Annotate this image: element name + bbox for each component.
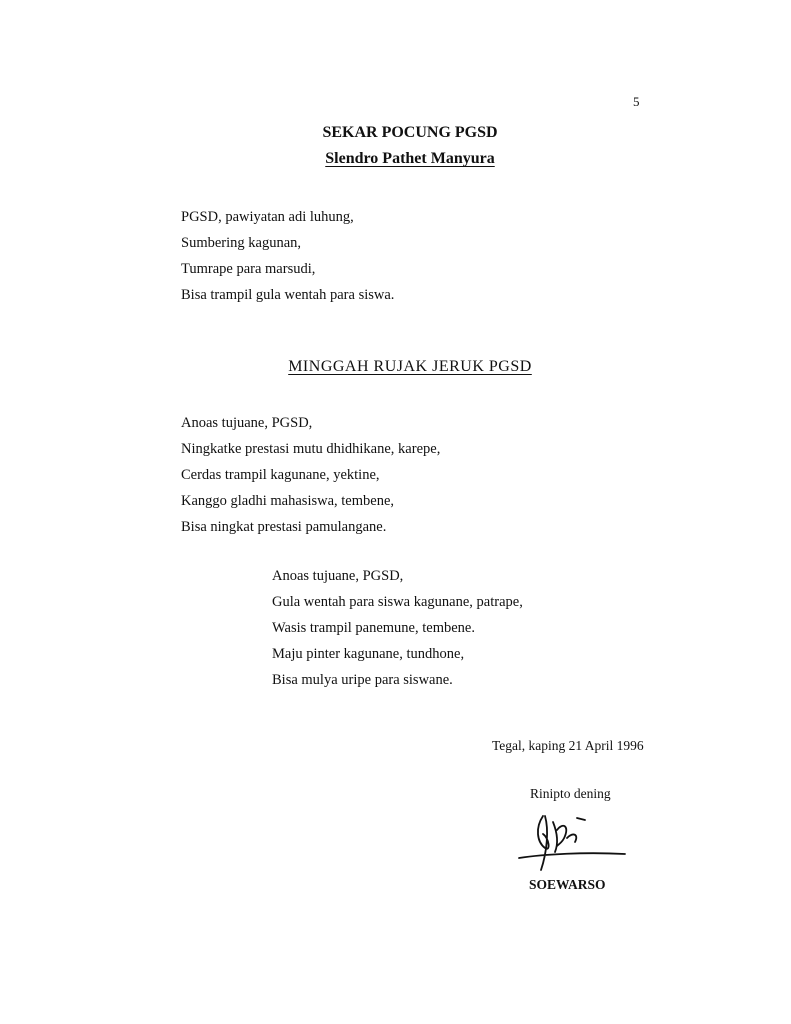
signed-by-label: Rinipto dening	[530, 786, 611, 801]
verse-line: Wasis trampil panemune, tembene.	[272, 620, 475, 636]
verse-line: Kanggo gladhi mahasiswa, tembene,	[181, 493, 395, 509]
place-date: Tegal, kaping 21 April 1996	[492, 738, 644, 753]
verse-line: Bisa ningkat prestasi pamulangane.	[181, 519, 387, 535]
verse-line: PGSD, pawiyatan adi luhung,	[181, 209, 354, 225]
verse-line: Maju pinter kagunane, tundhone,	[272, 646, 465, 662]
verse-line: Gula wentah para siswa kagunane, patrape,	[272, 594, 523, 610]
signature	[515, 808, 635, 878]
signer-name: SOEWARSO	[529, 877, 606, 892]
verse-line: Cerdas trampil kagunane, yektine,	[181, 467, 380, 483]
verse-line: Tumrape para marsudi,	[181, 261, 316, 277]
stanza-sekar-pocung	[181, 204, 394, 308]
verse-line: Anoas tujuane, PGSD,	[272, 568, 404, 584]
verse-line: Ningkatke prestasi mutu dhidhikane, karepe,	[181, 441, 441, 457]
verse-line: Sumbering kagunan,	[181, 235, 302, 251]
stanza-minggah-2	[272, 563, 523, 693]
verse-line: Bisa trampil gula wentah para siswa.	[181, 287, 395, 303]
song-title-minggah: MINGGAH RUJAK JERUK PGSD	[288, 358, 532, 375]
verse-line: Anoas tujuane, PGSD,	[181, 415, 313, 431]
page-number: 5	[633, 94, 640, 109]
verse-line: Bisa mulya uripe para siswane.	[272, 672, 453, 688]
song-subtitle: Slendro Pathet Manyura	[325, 150, 495, 167]
song-title-sekar-pocung: SEKAR POCUNG PGSD	[322, 124, 498, 141]
stanza-minggah-1	[181, 410, 440, 540]
